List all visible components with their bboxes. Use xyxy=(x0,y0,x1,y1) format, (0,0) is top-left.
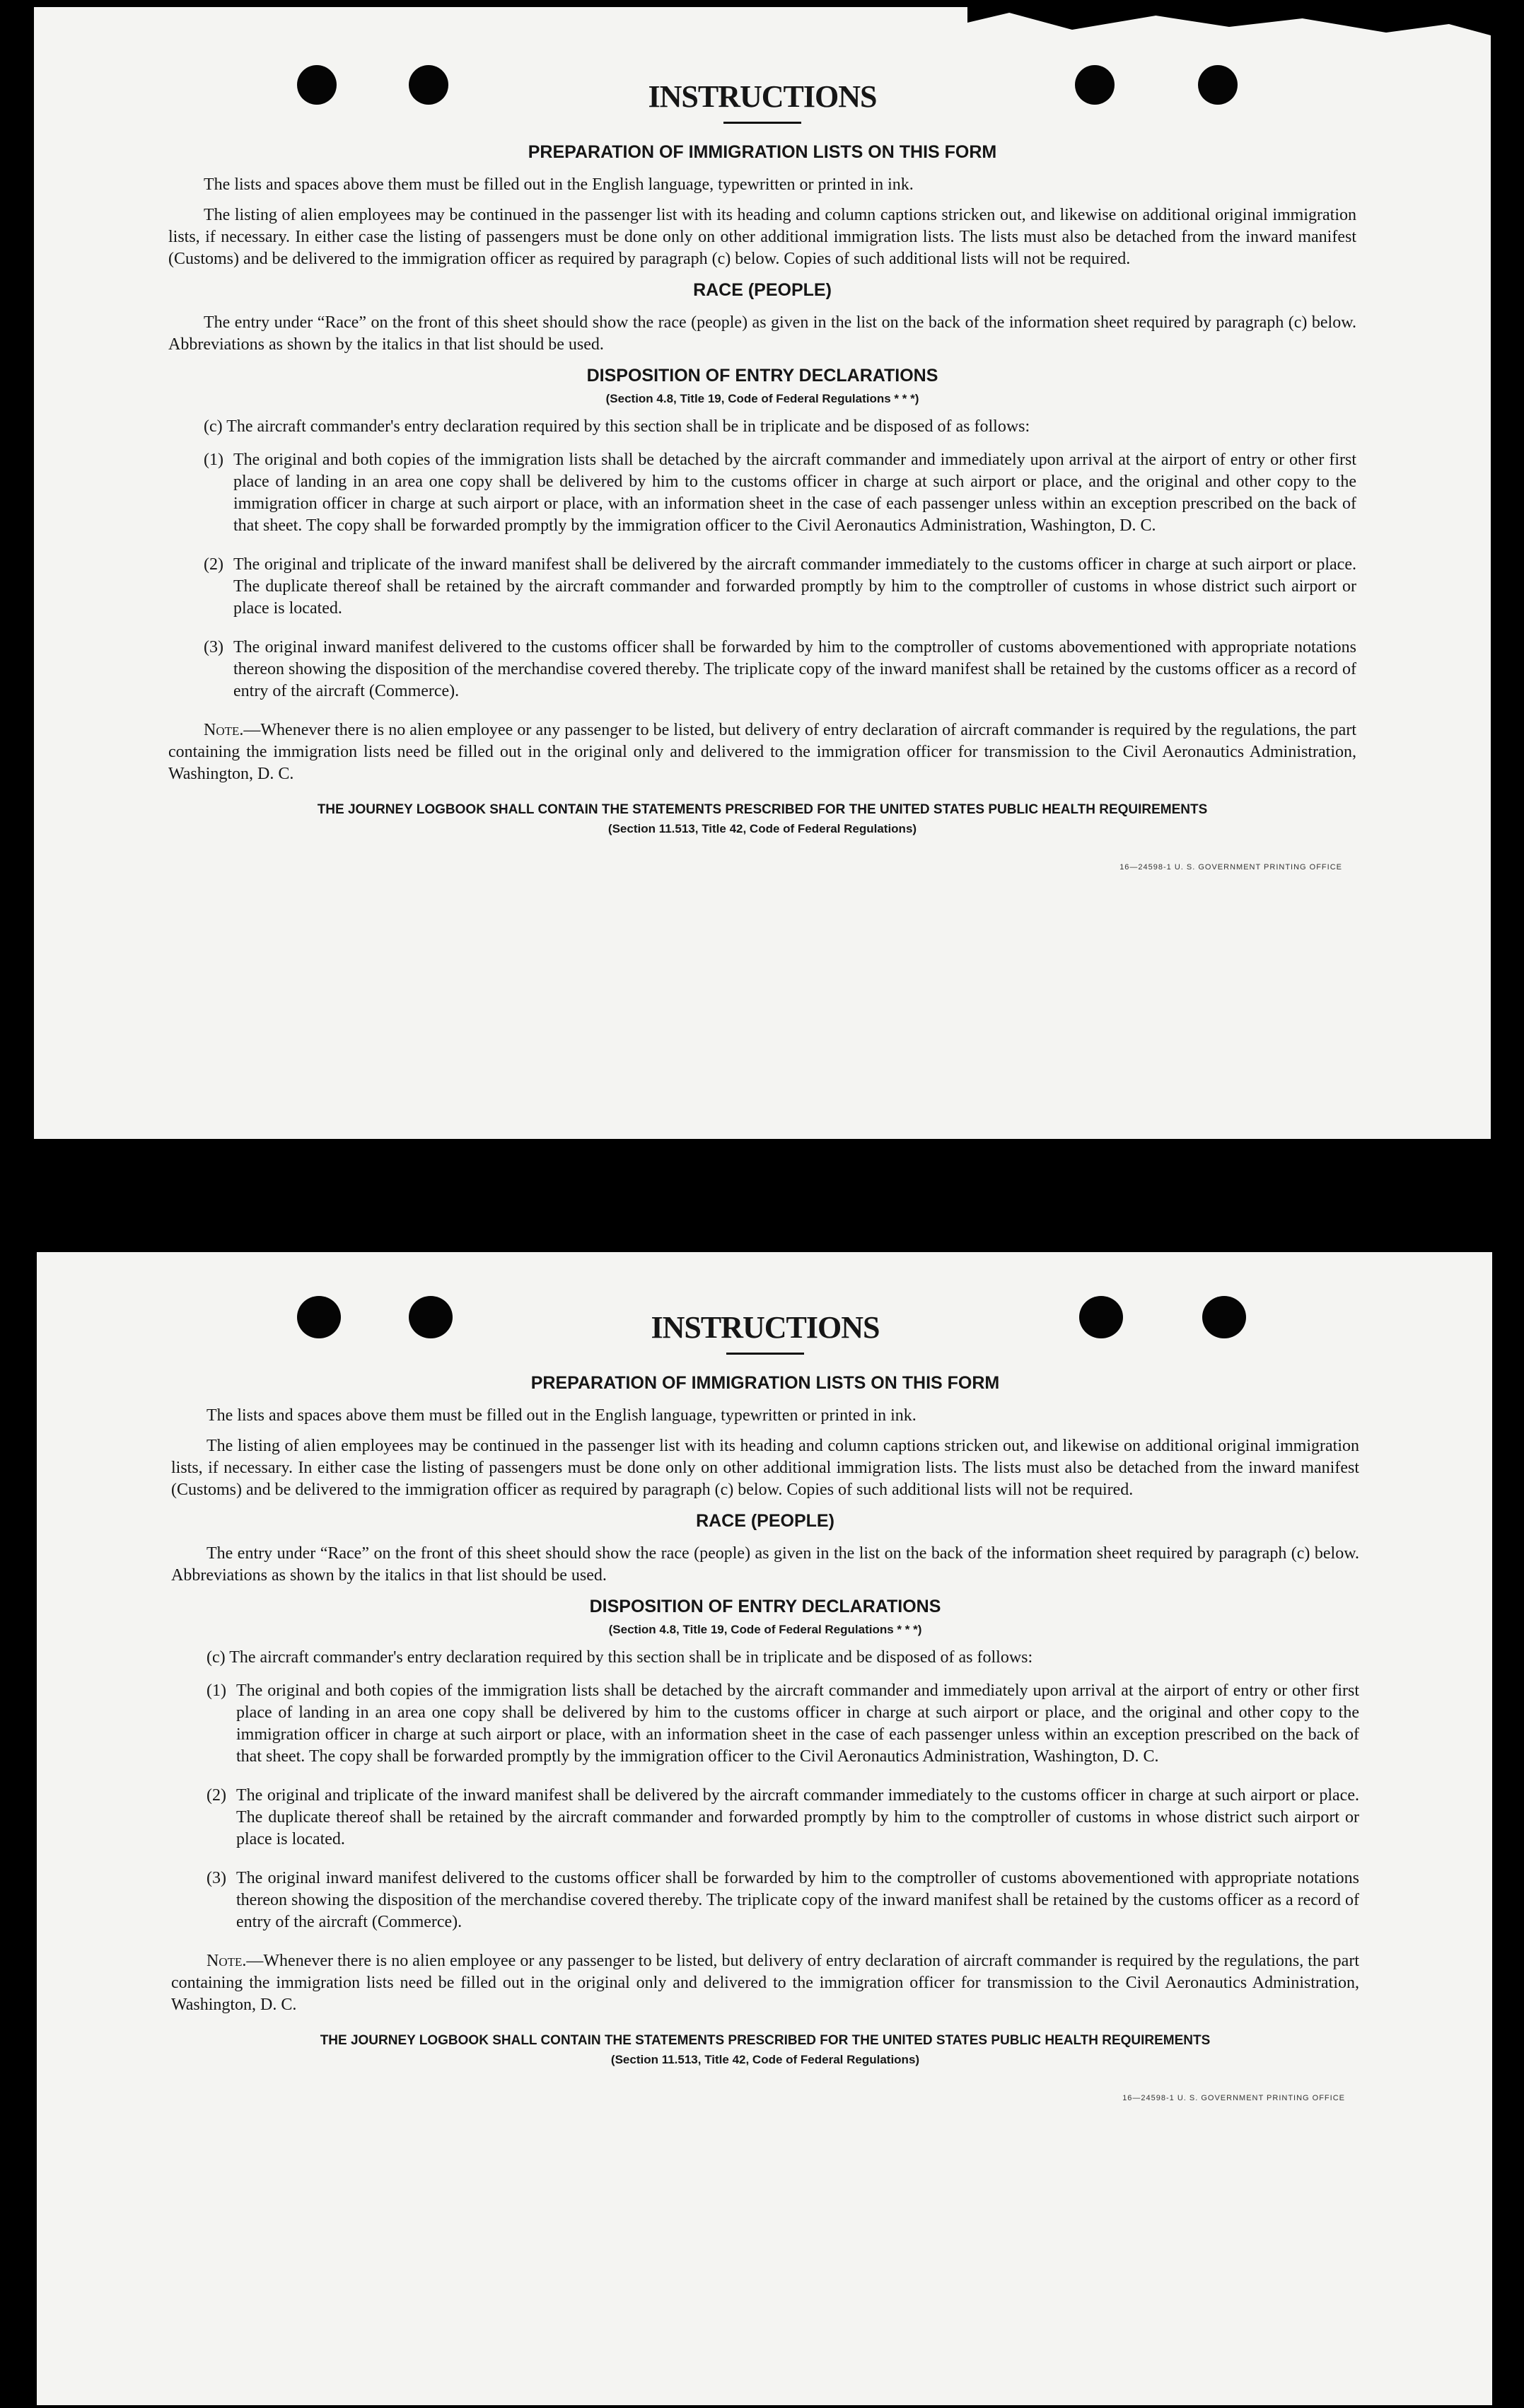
logbook-statement: THE JOURNEY LOGBOOK SHALL CONTAIN THE STATEMENTS PRESCRIBED FOR THE UNITED STATES PUBLIC HEALTH REQUIREMENTS xyxy=(320,2033,1211,2048)
logbook-citation: (Section 11.513, Title 42, Code of Federal Regulations) xyxy=(610,2053,920,2066)
item-text: The original inward manifest delivered to the customs officer shall be forwarded by him to the comptroller of customs abovementioned with appropriate notations thereon showing the disposition of the merchandise covered thereby. The triplicate copy of the inward manifest shall be retained by the customs officer as a record of entry of the aircraft (Commerce). xyxy=(236,1869,1359,1931)
disposition-heading: DISPOSITION OF ENTRY DECLARATIONS xyxy=(589,1597,941,1616)
prep-paragraph-2: The listing of alien employees may be continued in the passenger list with its heading and column captions stricken out, and likewise on additional original immigration lists, if necessary. In either case the listing of passengers must be done only on other additional immigration lists. The lists must also be detached from the inward manifest (Customs) and be delivered to the immigration officer as required by paragraph (c) below. Copies of such additional lists will not be required. xyxy=(171,1437,1359,1499)
list-item xyxy=(207,1868,1359,1933)
instruction-sheet-top xyxy=(34,7,1491,1139)
disposition-heading: DISPOSITION OF ENTRY DECLARATIONS xyxy=(586,366,938,386)
prep-heading: PREPARATION OF IMMIGRATION LISTS ON THIS FORM xyxy=(530,1373,1000,1393)
disposition-lead: (c) The aircraft commander's entry declaration required by this section shall be in triplicate and be disposed of as follows: xyxy=(207,1648,1033,1667)
instruction-sheet-bottom xyxy=(37,1252,1492,2405)
race-paragraph: The entry under “Race” on the front of this sheet should show the race (people) as given in the list on the back of the information sheet required by paragraph (c) below. Abbreviations as shown by the italics in that list should be used. xyxy=(171,1544,1359,1585)
note-label: Note. xyxy=(204,721,244,739)
list-item xyxy=(204,554,1356,620)
instructions-content xyxy=(171,1309,1359,2102)
note-text: —Whenever there is no alien employee or any passenger to be listed, but delivery of entry declaration of aircraft commander is required by the regulations, the part containing the immigration lists need be filled out in the original only and delivered to the immigration officer for transmission to the Civil Aeronautics Administration, Washington, D. C. xyxy=(168,721,1356,783)
instructions-content xyxy=(168,78,1356,872)
item-text: The original and both copies of the immigration lists shall be detached by the aircraft commander and immediately upon arrival at the airport of entry or other first place of landing in an area one copy shall be delivered by him to the customs officer in charge at such airport or place, and the original and other copy to the immigration officer in charge at such airport or place, with an information sheet in the case of each passenger unless within an exception prescribed on the back of that sheet. The copy shall be forwarded promptly by the immigration officer to the Civil Aeronautics Administration, Washington, D. C. xyxy=(236,1681,1359,1766)
list-item xyxy=(207,1680,1359,1768)
prep-heading: PREPARATION OF IMMIGRATION LISTS ON THIS FORM xyxy=(528,142,997,162)
item-number: (1) xyxy=(207,1681,226,1700)
item-number: (3) xyxy=(204,638,223,656)
printing-office-code: 16—24598-1 U. S. GOVERNMENT PRINTING OFFICE xyxy=(1119,863,1342,872)
item-text: The original and both copies of the immigration lists shall be detached by the aircraft commander and immediately upon arrival at the airport of entry or other first place of landing in an area one copy shall be delivered by him to the customs officer in charge at such airport or place, and the original and other copy to the immigration officer in charge at such airport or place, with an information sheet in the case of each passenger unless within an exception prescribed on the back of that sheet. The copy shall be forwarded promptly by the immigration officer to the Civil Aeronautics Administration, Washington, D. C. xyxy=(233,451,1356,535)
note-paragraph xyxy=(168,719,1356,785)
race-heading: RACE (PEOPLE) xyxy=(693,280,832,300)
prep-paragraph-2: The listing of alien employees may be continued in the passenger list with its heading and column captions stricken out, and likewise on additional original immigration lists, if necessary. In either case the listing of passengers must be done only on other additional immigration lists. The lists must also be detached from the inward manifest (Customs) and be delivered to the immigration officer as required by paragraph (c) below. Copies of such additional lists will not be required. xyxy=(168,206,1356,268)
disposition-lead: (c) The aircraft commander's entry declaration required by this section shall be in triplicate and be disposed of as follows: xyxy=(204,417,1030,436)
item-text: The original and triplicate of the inward manifest shall be delivered by the aircraft commander immediately to the customs officer in charge at such airport or place. The duplicate thereof shall be retained by the aircraft commander and forwarded promptly by him to the comptroller of customs in whose district such airport or place is located. xyxy=(236,1786,1359,1848)
race-paragraph: The entry under “Race” on the front of this sheet should show the race (people) as given in the list on the back of the information sheet required by paragraph (c) below. Abbreviations as shown by the italics in that list should be used. xyxy=(168,313,1356,354)
title-rule xyxy=(726,1353,804,1355)
note-label: Note. xyxy=(207,1952,247,1970)
page-title: INSTRUCTIONS xyxy=(651,1310,880,1345)
item-text: The original inward manifest delivered to the customs officer shall be forwarded by him to the comptroller of customs abovementioned with appropriate notations thereon showing the disposition of the merchandise covered thereby. The triplicate copy of the inward manifest shall be retained by the customs officer as a record of entry of the aircraft (Commerce). xyxy=(233,638,1356,700)
race-heading: RACE (PEOPLE) xyxy=(696,1511,834,1531)
list-item xyxy=(204,637,1356,702)
list-item xyxy=(204,449,1356,537)
item-number: (2) xyxy=(204,555,223,574)
prep-paragraph-1: The lists and spaces above them must be filled out in the English language, typewritten or printed in ink. xyxy=(207,1406,917,1425)
item-text: The original and triplicate of the inward manifest shall be delivered by the aircraft commander immediately to the customs officer in charge at such airport or place. The duplicate thereof shall be retained by the aircraft commander and forwarded promptly by him to the comptroller of customs in whose district such airport or place is located. xyxy=(233,555,1356,618)
torn-edge xyxy=(967,7,1491,35)
page-title: INSTRUCTIONS xyxy=(648,79,877,114)
title-rule xyxy=(723,122,801,124)
list-item xyxy=(207,1785,1359,1851)
item-number: (2) xyxy=(207,1786,226,1805)
item-number: (1) xyxy=(204,451,223,469)
disposition-citation: (Section 4.8, Title 19, Code of Federal Regulations * * *) xyxy=(605,392,919,405)
item-number: (3) xyxy=(207,1869,226,1887)
note-text: —Whenever there is no alien employee or any passenger to be listed, but delivery of entry declaration of aircraft commander is required by the regulations, the part containing the immigration lists need be filled out in the original only and delivered to the immigration officer for transmission to the Civil Aeronautics Administration, Washington, D. C. xyxy=(171,1952,1359,2014)
logbook-citation: (Section 11.513, Title 42, Code of Federal Regulations) xyxy=(607,822,917,835)
logbook-statement: THE JOURNEY LOGBOOK SHALL CONTAIN THE STATEMENTS PRESCRIBED FOR THE UNITED STATES PUBLIC HEALTH REQUIREMENTS xyxy=(317,802,1208,817)
note-paragraph xyxy=(171,1950,1359,2016)
prep-paragraph-1: The lists and spaces above them must be filled out in the English language, typewritten or printed in ink. xyxy=(204,175,914,194)
disposition-citation: (Section 4.8, Title 19, Code of Federal Regulations * * *) xyxy=(608,1623,922,1636)
printing-office-code: 16—24598-1 U. S. GOVERNMENT PRINTING OFFICE xyxy=(1122,2094,1345,2102)
